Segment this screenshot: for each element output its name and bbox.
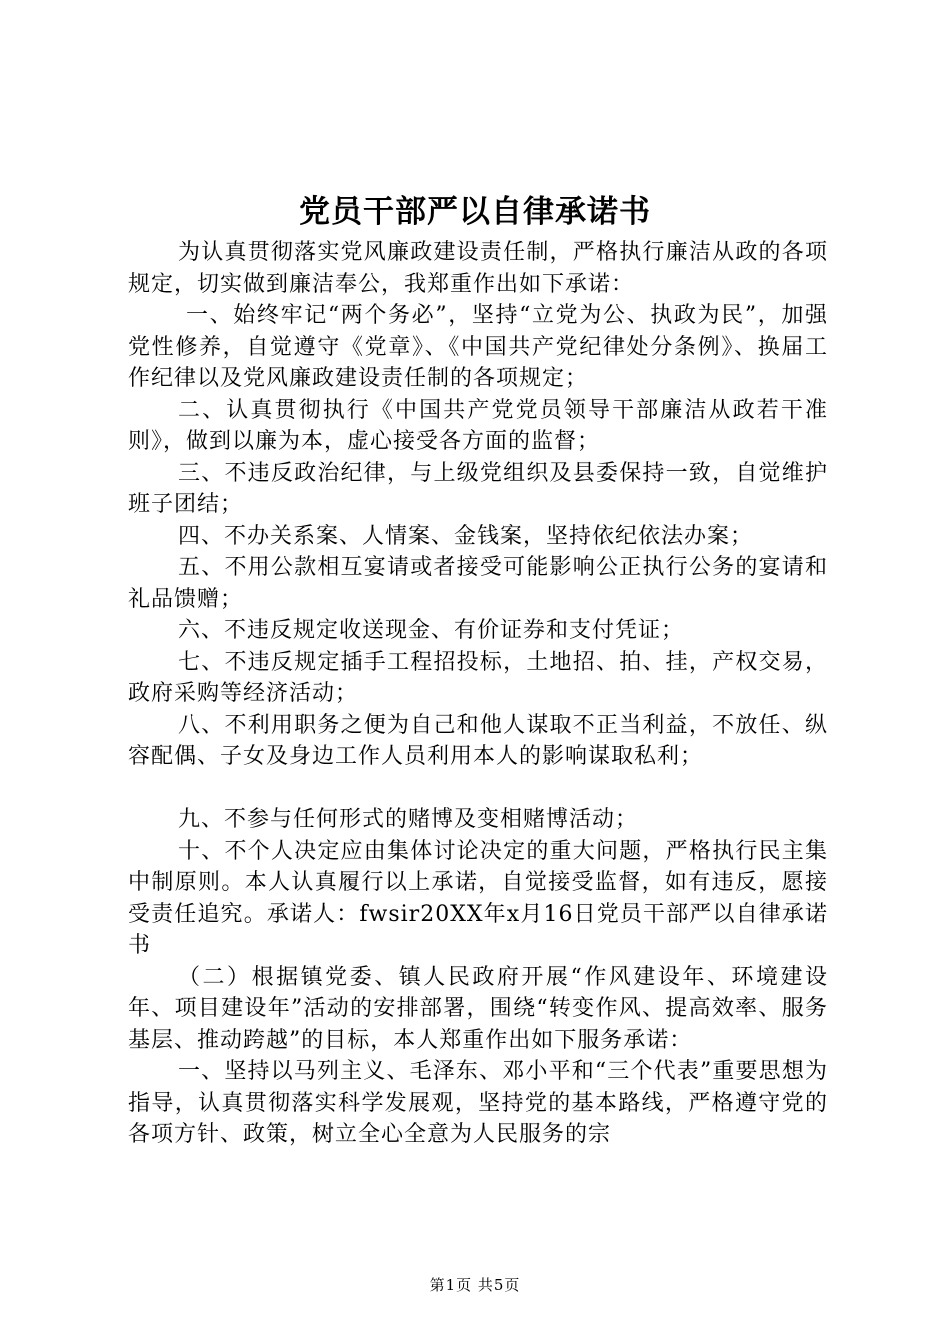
paragraph-item-6: 六、不违反规定收送现金、有价证券和支付凭证； <box>178 618 685 643</box>
document-body <box>128 237 828 1151</box>
paragraph-item-1: 一、始终牢记“两个务必”，坚持“立党为公、执政为民”，加强党性修养，自觉遵守《党章》、《中国共产党纪律处分条例》、换届工作纪律以及党风廉政建设责任制的各项规定； <box>128 303 828 391</box>
paragraph-item-4: 四、不办关系案、人情案、金钱案，坚持依纪依法办案； <box>178 523 754 549</box>
paragraph-item-10: 十、不个人决定应由集体讨论决定的重大问题，严格执行民主集中制原则。本人认真履行以上承诺，自觉接受监督，如有违反，愿接受责任追究。承诺人：fwsir20XX年x月16日党员干部严以自律承诺书 <box>128 838 828 958</box>
page-footer: 第1页 共5页 <box>429 1276 521 1294</box>
paragraph-item-5: 五、不用公款相互宴请或者接受可能影响公正执行公务的宴请和礼品馈赠； <box>128 555 828 612</box>
paragraph-item-9: 九、不参与任何形式的赌博及变相赌博活动； <box>178 807 639 832</box>
blank-line <box>128 773 828 805</box>
paragraph-service-item-1: 一、坚持以马列主义、毛泽东、邓小平和“三个代表”重要思想为指导，认真贯彻落实科学发展观，坚持党的基本路线，严格遵守党的各项方针、政策，树立全心全意为人民服务的宗 <box>128 1059 828 1147</box>
paragraph-item-2: 二、认真贯彻执行《中国共产党党员领导干部廉洁从政若干准则》，做到以廉为本，虚心接受各方面的监督； <box>128 397 828 454</box>
paragraph-item-8: 八、不利用职务之便为自己和他人谋取不正当利益，不放任、纵容配偶、子女及身边工作人员利用本人的影响谋取私利； <box>128 712 828 769</box>
paragraph-item-3: 三、不违反政治纪律，与上级党组织及县委保持一致，自觉维护班子团结； <box>128 460 828 517</box>
document-title: 党员干部严以自律承诺书 <box>299 194 651 230</box>
paragraph-service-intro: （二）根据镇党委、镇人民政府开展“作风建设年、环境建设年、项目建设年”活动的安排部署，围绕“转变作风、提高效率、服务基层、推动跨越”的目标，本人郑重作出如下服务承诺： <box>128 964 828 1053</box>
paragraph-intro: 为认真贯彻落实党风廉政建设责任制，严格执行廉洁从政的各项规定，切实做到廉洁奉公，我郑重作出如下承诺： <box>128 240 828 297</box>
paragraph-item-7: 七、不违反规定插手工程招投标，土地招、拍、挂，产权交易，政府采购等经济活动； <box>128 649 828 706</box>
